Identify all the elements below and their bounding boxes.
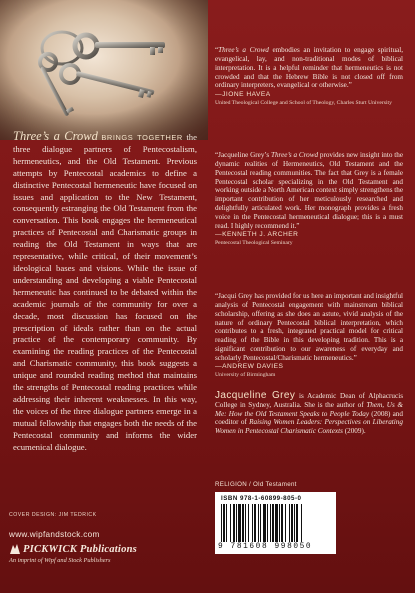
review-body: provides new insight into the dynamic realities of Hermeneutics, Old Testament and the Pentecostal reading communities. The fact that Grey is a female Pentecostal scholar specializing in the Old Testament and working outside a North American context simply strengthens the important contribution of her meticulously researched and delightfully articulated work. Her monograph provides a fresh voice in the Pentecostal hermeneutical dialogue; this is a must read. I highly recommend it.” [215,151,403,230]
bio-book-title: Raising Women Leaders: Perspectives on Liberating Women in Pentecostal Charismatic Contexts [215,418,403,436]
review-affiliation: United Theological College and School of Theology, Charles Sturt University [215,99,392,106]
pickwick-logo-icon [9,543,21,555]
bio-text: (2009). [342,427,366,436]
review-affiliation: Pentecostal Theological Seminary [215,239,293,246]
review-davies [215,292,403,379]
publisher-name: PICKWICK Publications [23,543,137,555]
right-column [215,0,407,593]
review-author: —KENNETH J. ARCHER [215,231,299,239]
bio-book-title: Them, Us & Me: How the Old Testament Speaks to People Today [215,400,403,418]
subject-category: RELIGION / Old Testament [215,481,297,488]
imprint-line: An imprint of Wipf and Stock Publishers [9,557,111,564]
review-body: embodies an invitation to engage spiritual, evangelical, lay, and non-traditional modes of biblical interpretation. It is a helpful reminder that hermeneutics is not crowded and that the Hebrew Bible is not closed off from ordinary interpreters, evangelical or otherwise.” [215,46,403,90]
review-text: “Three’s a Crowd embodies an invitation to engage spiritual, evangelical, lay, and non-traditional modes of biblical interpretation. It is a helpful reminder that hermeneutics is not crowded and that the Hebrew Bible is not closed off from ordinary interpreters, evangelical or otherwise.” [215,46,403,90]
author-bio [215,392,403,436]
isbn-digits: 9 781608 998050 [218,543,313,551]
blurb-title: Three’s a Crowd [13,129,98,143]
cover-design-credit: COVER DESIGN: JIM TEDRICK [9,512,97,518]
publisher-website: www.wipfandstock.com [9,530,100,539]
bio-text: is Academic Dean of Alphacrucis College in Sydney, Australia. She is the author of [215,392,403,409]
review-book-title: Three’s a Crowd [218,46,269,54]
book-description [13,131,197,453]
bio-text: (2008) and coeditor of [215,409,403,427]
review-book-title: Three’s a Crowd [271,151,319,159]
review-author: —ANDREW DAVIES [215,363,284,371]
review-text [215,151,403,231]
review-intro: “Jacqueline Grey’s [215,151,272,159]
publisher-row [9,543,137,555]
keys-photo [0,0,208,140]
blurb-title-continuation: BRINGS TOGETHER [101,133,183,142]
review-archer [215,151,403,247]
review-affiliation: University of Birmingham [215,372,276,379]
isbn-label: ISBN 978-1-60899-805-0 [221,495,302,502]
blurb-text: the three dialogue partners of Pentecostalism, hermeneutics, and the Old Testament. Previous attempts by Pentecostal academics to define a distinctive Pentecostal hermeneutic have focused on issues and application to the New Testament, consequently estranging the Old Testament from the conversation. This book engages the hermeneutical practices of Pentecostal and Charismatic groups in reading the Old Testament in ways that are representative, while critical, of their movement’s ideological bases and visions. While the issue of understanding and developing a viable Pentecostal hermeneutic has continued to be debated within the academic journals of the community for over a decade, most discussion has focused on the prescription of ideals rather than on the actual practice of the contemporary community. By examining the reading practices of the Pentecostal and Charismatic community, this book suggests a unique and rounded reading method that maintains the strengths of Pentecostal reading practices while addressing their inherent weaknesses. In this way, the voices of the three dialogue partners emerge in a mutual fellowship that engages both the needs of the Pentecostal community and informs the wider ecumenical dialogue. [13,132,197,452]
review-text: “Jacqui Grey has provided for us here an important and insightful analysis of Pentecostal engagement with mainstream biblical scholarship, offering as she does an astute, vivid analysis of the nature of ordinary Pentecostal biblical interpretation, which contributes to a fresh, integrated practical model for critical reading of the Bible in this developing tradition. This is a significant contribution to our awareness of everyday and scholarly Pentecostal/Charismatic hermeneutics.” [215,292,403,362]
review-havea [215,46,403,107]
isbn-barcode [215,492,336,554]
bio-author-name: Jacqueline Grey [215,390,296,401]
barcode-icon [221,504,331,542]
review-author: —JIONE HAVEA [215,90,271,98]
